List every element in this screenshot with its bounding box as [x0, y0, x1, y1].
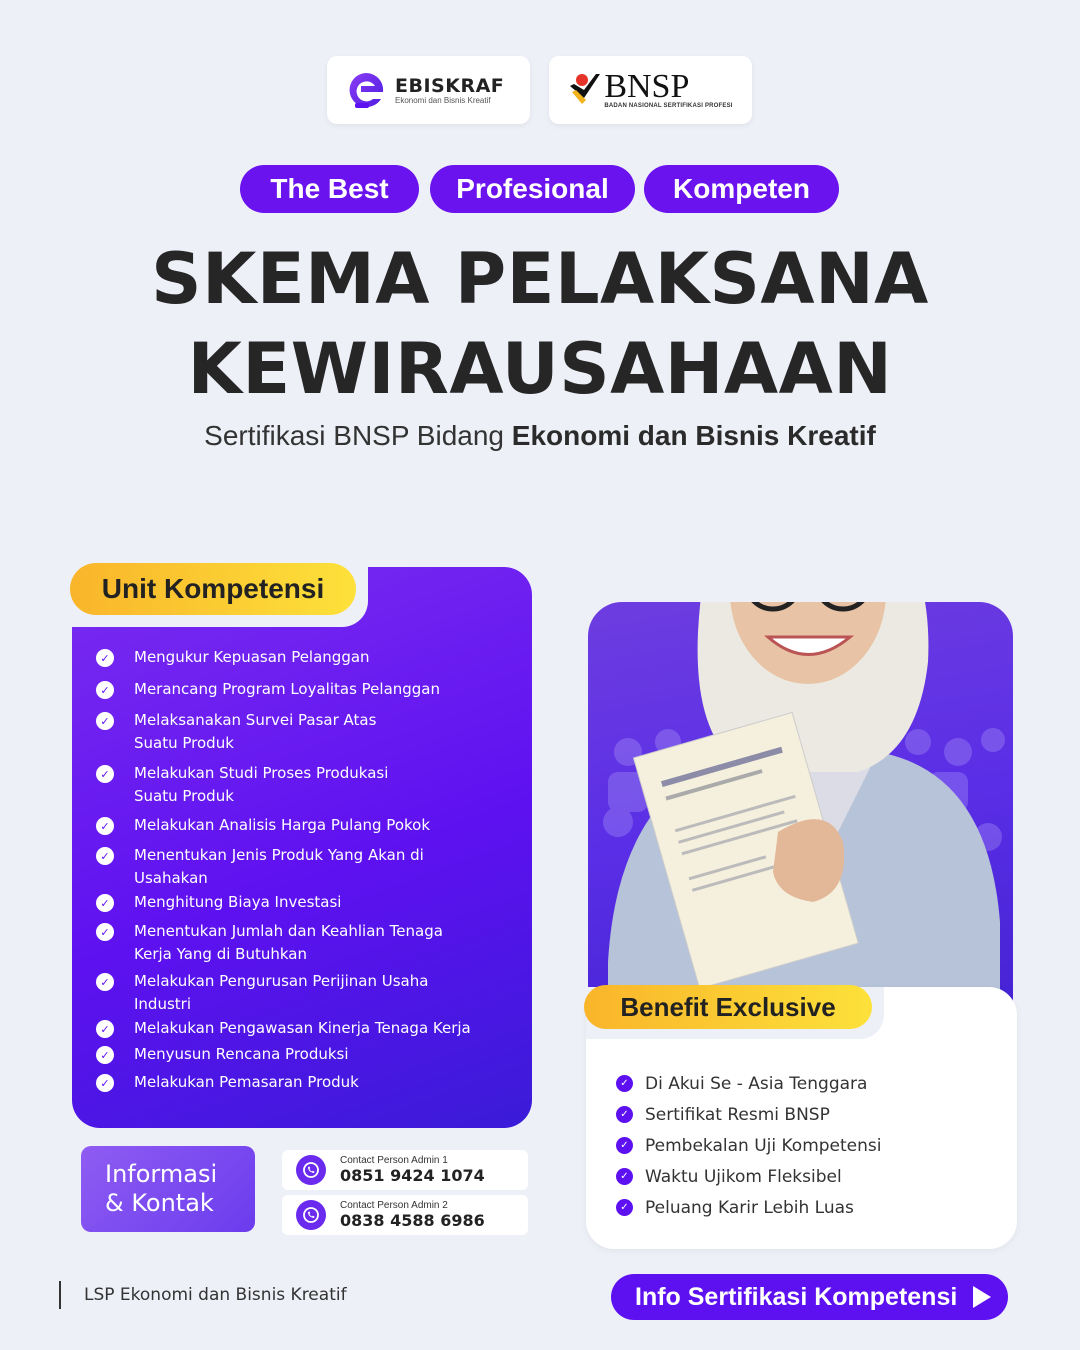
list-item [96, 709, 516, 755]
footer-text: LSP Ekonomi dan Bisnis Kreatif [84, 1285, 347, 1305]
tag-the-best: The Best [240, 165, 419, 213]
ebiskraf-subtitle: Ekonomi dan Bisnis Kreatif [395, 95, 491, 105]
check-icon: ✓ [96, 817, 114, 835]
unit-kompetensi-heading: Unit Kompetensi [70, 563, 356, 615]
list-item [616, 1130, 996, 1161]
contact-label: Contact Person Admin 1 [340, 1154, 448, 1166]
check-icon: ✓ [96, 894, 114, 912]
list-item [96, 678, 516, 701]
tag-kompeten: Kompeten [644, 165, 839, 213]
list-item-label: Peluang Karir Lebih Luas [645, 1197, 854, 1218]
ebiskraf-logo [327, 56, 530, 124]
bnsp-emblem-icon [568, 70, 602, 110]
list-item [96, 970, 516, 1016]
list-item [96, 1017, 516, 1040]
check-icon: ✓ [96, 1020, 114, 1038]
check-icon: ✓ [96, 712, 114, 730]
list-item [616, 1099, 996, 1130]
page-subtitle [0, 420, 1080, 452]
check-icon: ✓ [96, 765, 114, 783]
list-item-label: Menghitung Biaya Investasi [134, 893, 342, 911]
list-item [96, 762, 516, 808]
woman-with-certificate-image [588, 602, 1013, 1032]
check-icon: ✓ [96, 923, 114, 941]
list-item-label: Menentukan Jenis Produk Yang Akan di Usahakan [134, 846, 424, 887]
unit-kompetensi-list [96, 646, 516, 1094]
contact-label: Contact Person Admin 2 [340, 1199, 448, 1211]
list-item [616, 1068, 996, 1099]
subtitle-bold: Ekonomi dan Bisnis Kreatif [511, 420, 876, 451]
list-item-label: Melakukan Pengawasan Kinerja Tenaga Kerja [134, 1019, 471, 1037]
contact-number: 0838 4588 6986 [340, 1210, 485, 1230]
list-item-label: Sertifikat Resmi BNSP [645, 1104, 830, 1125]
benefit-heading: Benefit Exclusive [584, 985, 872, 1029]
whatsapp-icon [296, 1155, 326, 1185]
info-line2: & Kontak [105, 1189, 214, 1217]
list-item [96, 844, 516, 890]
check-icon: ✓ [96, 681, 114, 699]
check-icon: ✓ [616, 1199, 633, 1216]
check-icon: ✓ [96, 847, 114, 865]
cta-label: Info Sertifikasi Kompetensi [635, 1282, 958, 1311]
info-line1: Informasi [105, 1160, 218, 1188]
list-item-label: Melaksanakan Survei Pasar Atas Suatu Produk [134, 711, 377, 752]
check-icon: ✓ [96, 649, 114, 667]
list-item-label: Merancang Program Loyalitas Pelanggan [134, 680, 441, 698]
list-item-label: Melakukan Analisis Harga Pulang Pokok [134, 816, 431, 834]
list-item-label: Pembekalan Uji Kompetensi [645, 1135, 882, 1156]
list-item [616, 1161, 996, 1192]
check-icon: ✓ [96, 973, 114, 991]
list-item [616, 1192, 996, 1223]
bnsp-name: BNSP [604, 68, 690, 105]
list-item-label: Di Akui Se - Asia Tenggara [645, 1073, 868, 1094]
list-item-label: Waktu Ujikom Fleksibel [645, 1166, 842, 1187]
ebiskraf-mark-icon [345, 69, 387, 111]
check-icon: ✓ [616, 1106, 633, 1123]
benefit-list [616, 1068, 996, 1223]
contact-admin-1[interactable] [282, 1150, 528, 1190]
whatsapp-icon [296, 1200, 326, 1230]
list-item [96, 920, 516, 966]
list-item-label: Melakukan Pemasaran Produk [134, 1073, 359, 1091]
tag-profesional: Profesional [430, 165, 635, 213]
contact-number: 0851 9424 1074 [340, 1165, 485, 1185]
page-title-line2: KEWIRAUSAHAAN [187, 328, 893, 410]
page-title-line1: SKEMA PELAKSANA [151, 238, 929, 320]
list-item [96, 1071, 516, 1094]
list-item-label: Mengukur Kepuasan Pelanggan [134, 648, 370, 666]
list-item [96, 814, 516, 837]
photo-background [588, 602, 1013, 1032]
check-icon: ✓ [96, 1046, 114, 1064]
check-icon: ✓ [616, 1075, 633, 1092]
list-item-label: Melakukan Studi Proses Produkasi Suatu Produk [134, 764, 389, 805]
bnsp-logo [549, 56, 752, 124]
list-item-label: Melakukan Pengurusan Perijinan Usaha Industri [134, 972, 429, 1013]
arrow-right-icon [973, 1286, 991, 1308]
list-item [96, 1043, 516, 1066]
list-item [96, 891, 516, 914]
contact-admin-2[interactable] [282, 1195, 528, 1235]
list-item [96, 646, 516, 669]
info-sertifikasi-button[interactable] [611, 1274, 1008, 1320]
subtitle-prefix: Sertifikasi BNSP Bidang [204, 420, 512, 451]
ebiskraf-name: EBISKRAF [395, 74, 505, 97]
check-icon: ✓ [616, 1137, 633, 1154]
check-icon: ✓ [616, 1168, 633, 1185]
info-contact-box [81, 1146, 255, 1232]
list-item-label: Menyusun Rencana Produksi [134, 1045, 349, 1063]
bnsp-subtitle: BADAN NASIONAL SERTIFIKASI PROFESI [604, 103, 733, 109]
check-icon: ✓ [96, 1074, 114, 1092]
list-item-label: Menentukan Jumlah dan Keahlian Tenaga Kerja Yang di Butuhkan [134, 922, 443, 963]
footer-divider [59, 1281, 61, 1309]
